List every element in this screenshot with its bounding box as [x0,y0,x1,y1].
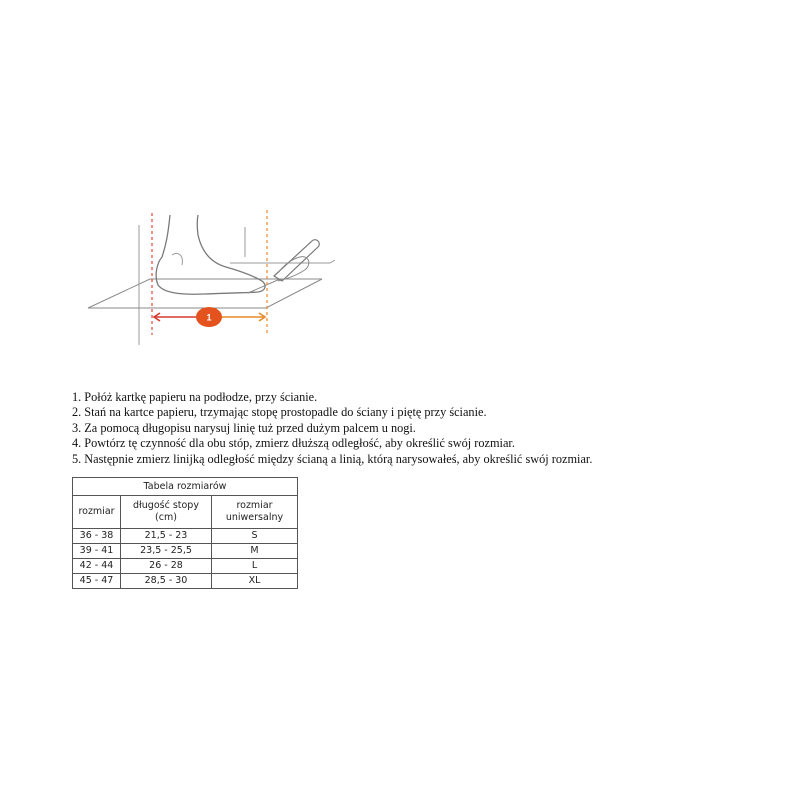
cell-universal-size: S [212,529,298,544]
cell-size: 45 - 47 [73,574,121,589]
foot-ankle-detail [172,253,182,265]
table-row [73,529,298,544]
cell-foot-length: 26 - 28 [121,559,212,574]
foot-measuring-illustration [80,205,350,355]
cell-foot-length: 28,5 - 30 [121,574,212,589]
instruction-step: 4. Powtórz tę czynność dla obu stóp, zmierz dłuższą odległość, aby określić swój rozmiar. [72,436,515,451]
instruction-step: 2. Stań na kartce papieru, trzymając stopę prostopadle do ściany i piętę przy ścianie. [72,405,487,420]
size-table-title: Tabela rozmiarów [73,478,298,496]
table-row [73,574,298,589]
instruction-step: 3. Za pomocą długopisu narysuj linię tuż przed dużym palcem u nogi. [72,420,416,435]
cell-universal-size: L [212,559,298,574]
size-table [72,477,298,589]
instruction-step: 5. Następnie zmierz linijką odległość między ścianą a linią, którą narysowałeś, aby określić swój rozmiar. [72,451,593,466]
cell-universal-size: M [212,544,298,559]
column-header-foot-length: długość stopy (cm) [121,496,212,529]
size-table-title-row [73,478,298,496]
paper-sheet-edge [230,260,335,263]
column-header-universal-size: rozmiar uniwersalny [212,496,298,529]
cell-size: 36 - 38 [73,529,121,544]
cell-size: 39 - 41 [73,544,121,559]
size-table-header-row [73,496,298,529]
table-row [73,559,298,574]
cell-universal-size: XL [212,574,298,589]
column-header-size: rozmiar [73,496,121,529]
table-row [73,544,298,559]
cell-size: 42 - 44 [73,559,121,574]
step-marker-number: 1 [206,312,212,323]
measuring-instructions [72,390,792,467]
cell-foot-length: 23,5 - 25,5 [121,544,212,559]
instruction-step: 1. Połóż kartkę papieru na podłodze, przy ścianie. [72,390,318,404]
toe-line [248,279,280,293]
cell-foot-length: 21,5 - 23 [121,529,212,544]
